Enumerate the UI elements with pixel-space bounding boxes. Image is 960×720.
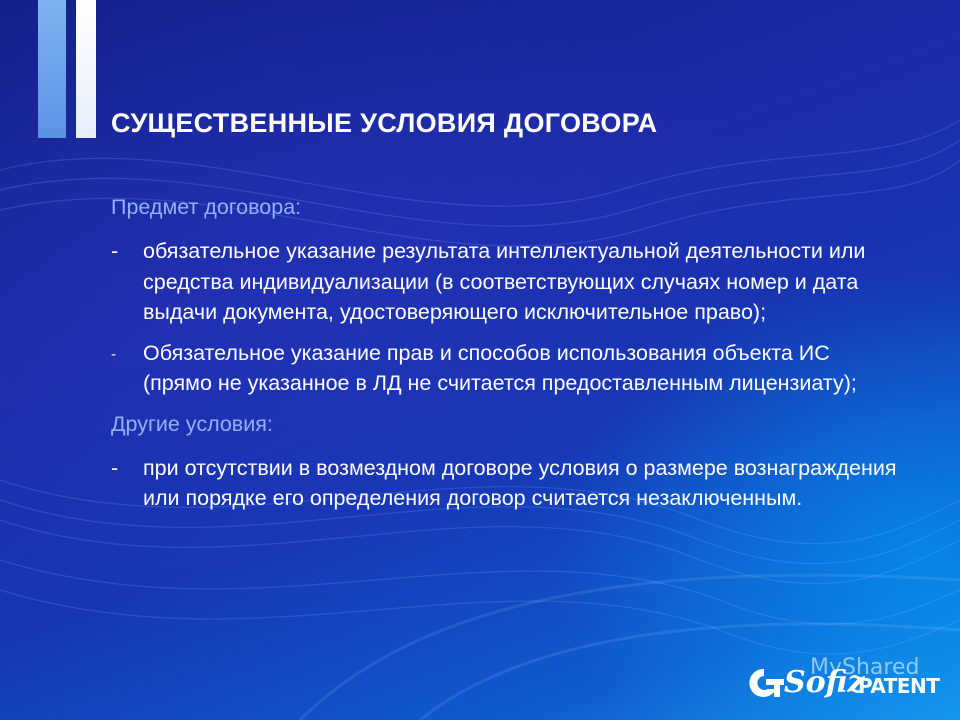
bullet-dash: - [111, 239, 119, 263]
section-heading-subject: Предмет договора: [111, 195, 302, 219]
logo-mark-icon [746, 665, 786, 699]
bullet-dash: - [111, 345, 116, 363]
title-accent-bar [38, 0, 66, 138]
logo-brand-sofiz: Sofiz [784, 665, 865, 700]
bullet-text: обязательное указание результата интеллектуальной деятельности или средства индивидуализации (в соответствующих случаях номер и дата выдачи документа, удостоверяющего исключительное право); [143, 239, 866, 324]
bullet-item [111, 453, 901, 514]
sofiz-patent-logo [746, 655, 946, 705]
slide-title: СУЩЕСТВЕННЫЕ УСЛОВИЯ ДОГОВОРА [111, 108, 658, 138]
watermark-text: MyShared [810, 655, 920, 680]
bullet-item [111, 338, 901, 399]
slide-content [111, 192, 901, 524]
title-accent-bar-light [76, 0, 96, 138]
logo-brand-patent: PATENT [858, 674, 940, 698]
bullet-item [111, 236, 901, 328]
section-heading-other: Другие условия: [111, 411, 273, 436]
bullet-text: Обязательное указание прав и способов использования объекта ИС (прямо не указанное в ЛД не считается предоставленным лицензиату); [143, 340, 857, 395]
bullet-dash: - [111, 455, 119, 480]
bullet-text: при отсутствии в возмездном договоре условия о размере вознаграждения или порядке его определения договор считается незаключенным. [143, 455, 897, 510]
